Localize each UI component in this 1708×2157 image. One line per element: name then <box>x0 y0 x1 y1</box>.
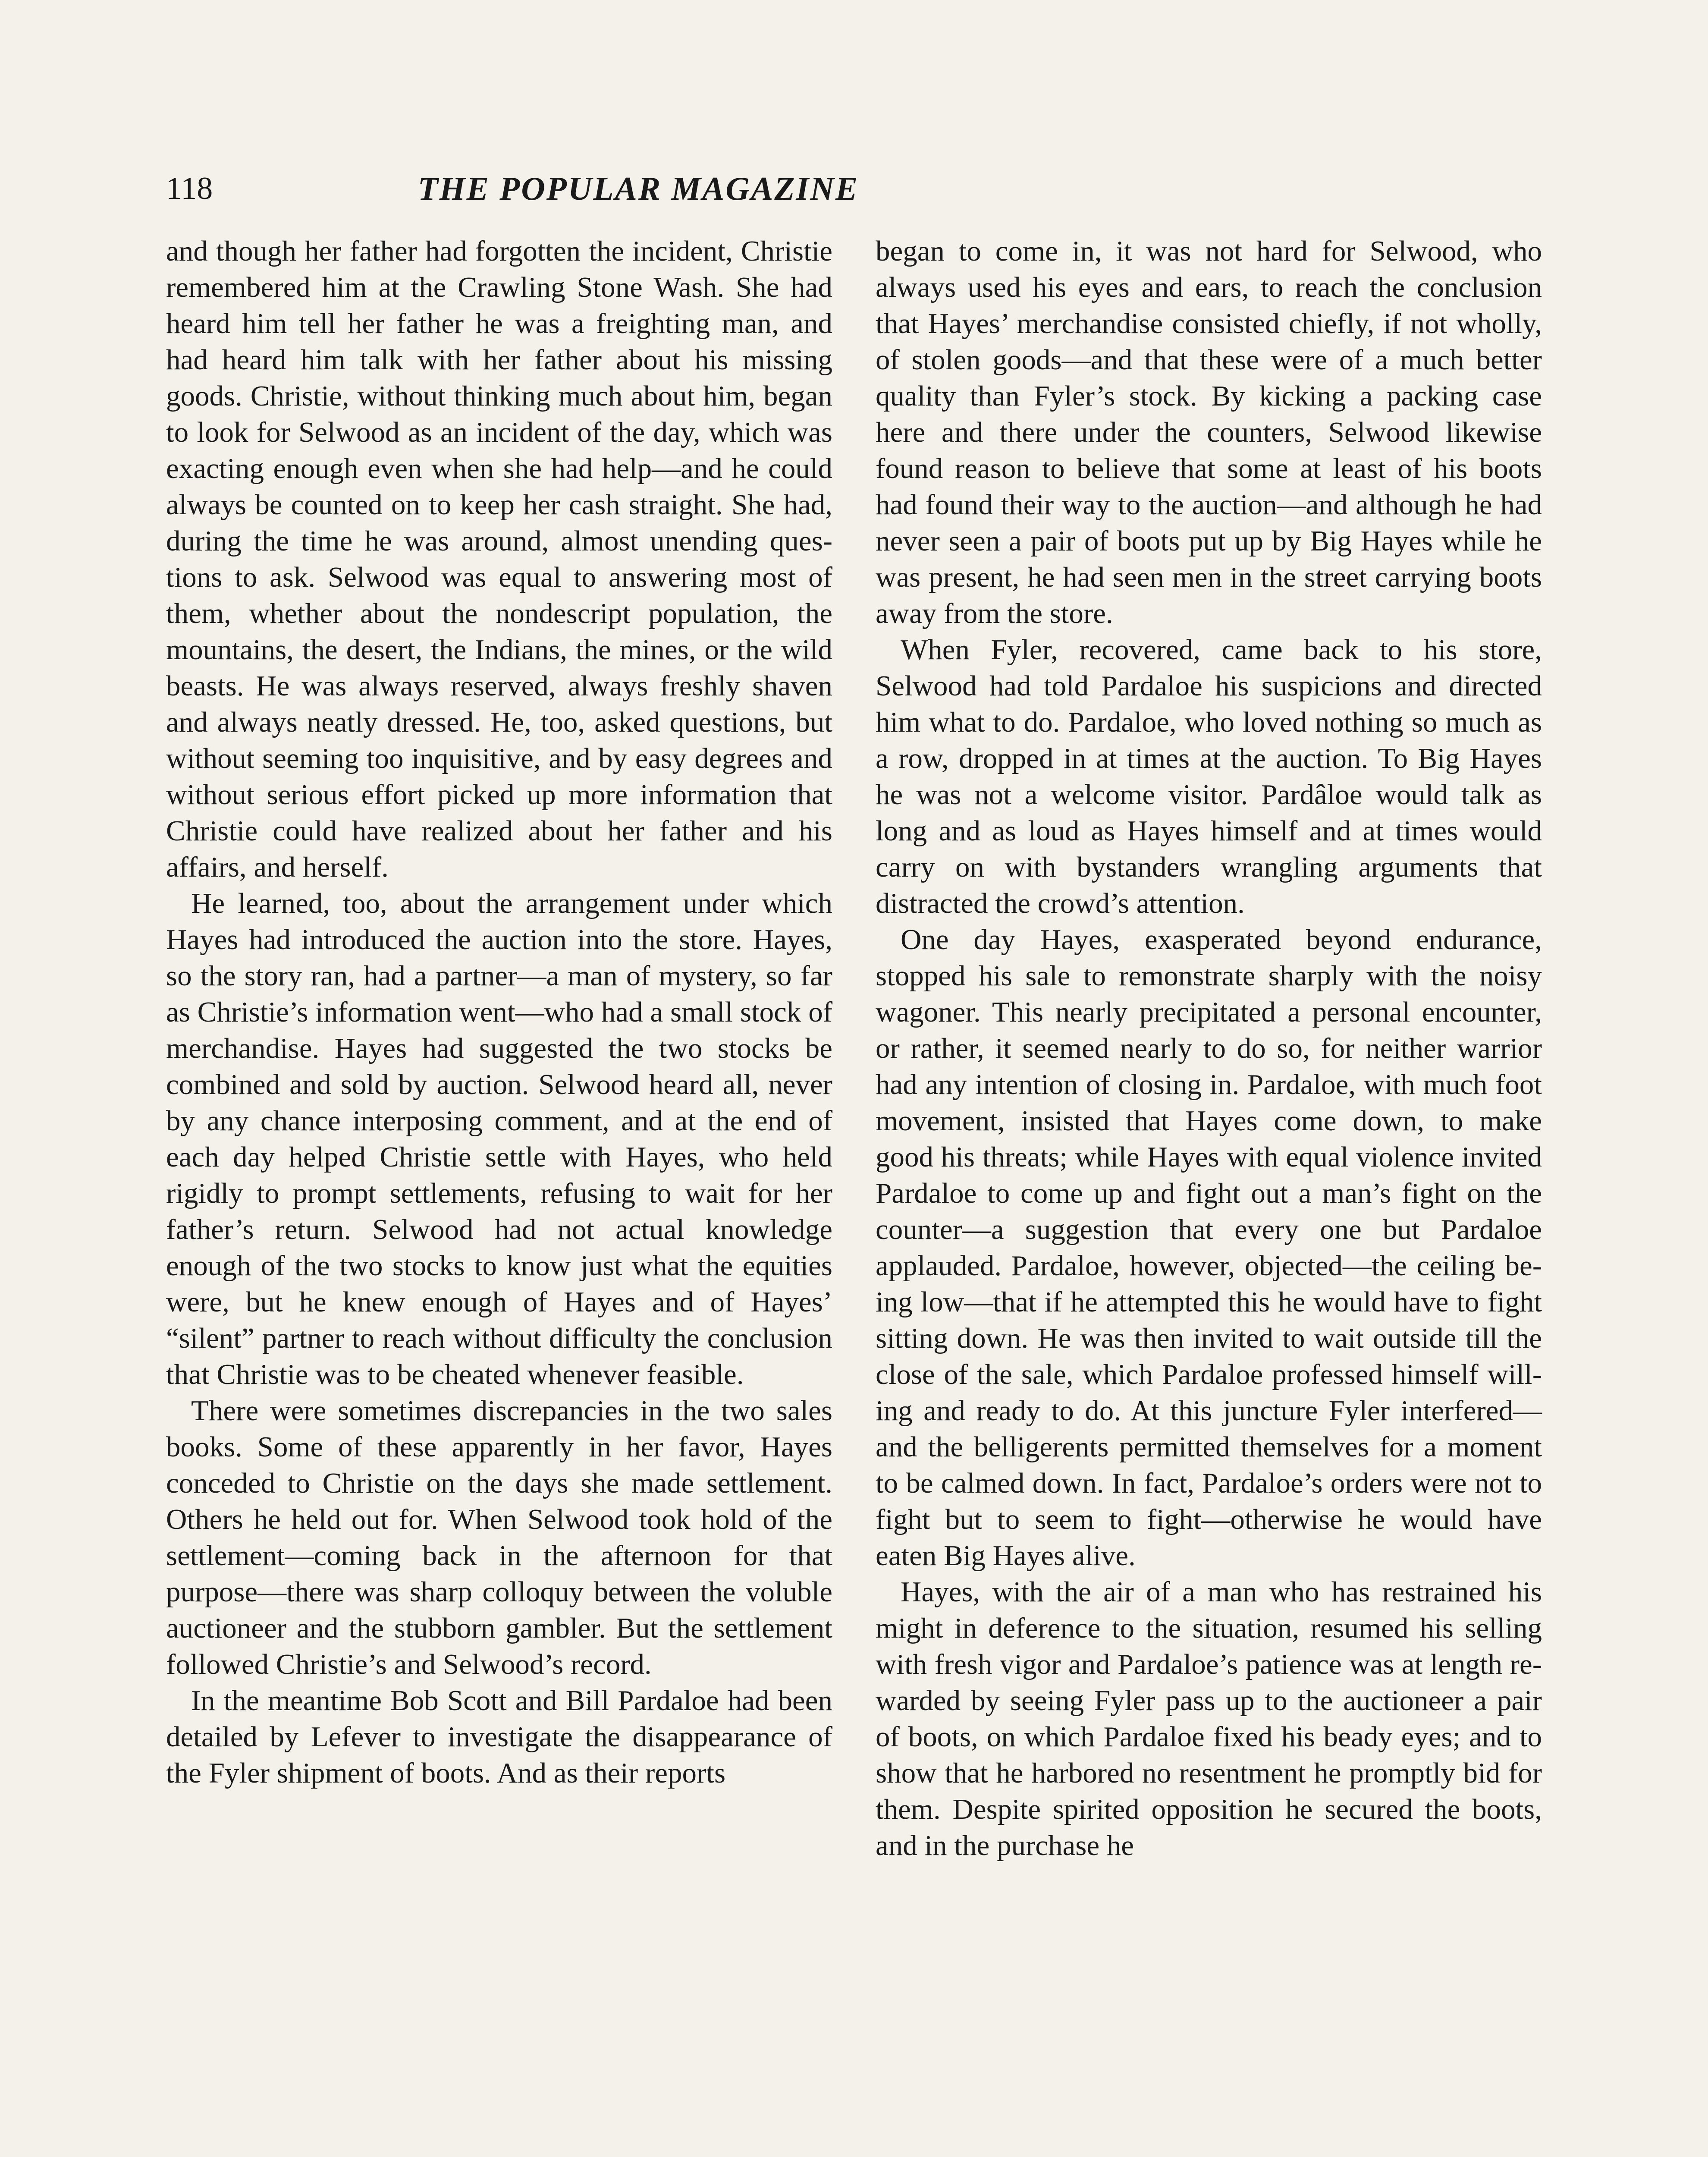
paragraph: He learned, too, about the arrangement under which Hayes had introduced the auction into the store. Hayes, so the story ran, had a partner—a man of mystery, so far as Christie’s information went—who had a small stock of merchandise. Hayes had suggested the two stocks be combined and sold by auction. Selwood heard all, never by any chance interposing comment, and at the end of each day helped Christie settle with Hayes, who held rigidly to prompt settlements, refusing to wait for her father’s return. Selwood had not actual knowledge enough of the two stocks to know just what the equities were, but he knew enough of Hayes and of Hayes’ “silent” partner to reach without difficulty the conclusion that Christie was to be cheated whenever feasible. <box>166 887 832 1390</box>
paragraph: There were sometimes discrepancies in the two sales books. Some of these apparently in her favor, Hayes conceded to Christie on the days she made settlement. Others he held out for. When Selwood took hold of the settlement—coming back in the afternoon for that purpose—there was sharp colloquy between the voluble auctioneer and the stubborn gambler. But the settlement followed Christie’s and Selwood’s record. <box>166 1395 832 1680</box>
page-number: 118 <box>166 171 213 206</box>
running-title: THE POPULAR MAGAZINE <box>418 170 859 207</box>
paragraph: In the meantime Bob Scott and Bill Pardaloe had been detailed by Lefever to investigate the disappearance of the Fyler shipment of boots. And as their reports <box>166 1685 832 1789</box>
running-header <box>166 156 1111 221</box>
left-column <box>166 233 832 1791</box>
paragraph: When Fyler, recovered, came back to his store, Selwood had told Pardaloe his suspicions and directed him what to do. Pardaloe, who loved nothing so much as a row, dropped in at times at the auction. To Big Hayes he was not a welcome visitor. Pardâloe would talk as long and as loud as Hayes himself and at times would carry on with bystanders wrangling arguments that distracted the crowd’s attention. <box>876 634 1542 919</box>
right-column <box>876 233 1542 1864</box>
paragraph: and though her father had forgotten the incident, Christie remembered him at the Crawling Stone Wash. She had heard him tell her father he was a freighting man, and had heard him talk with her father about his missing goods. Christie, without thinking much about him, began to look for Selwood as an incident of the day, which was exacting enough even when she had help—and he could always be counted on to keep her cash straight. She had, during the time he was around, almost unending questions to ask. Selwood was equal to answering most of them, whether about the nondescript population, the mountains, the desert, the Indians, the mines, or the wild beasts. He was always reserved, always freshly shaven and always neatly dressed. He, too, asked questions, but without seeming too inquisitive, and by easy degrees and without serious effort picked up more information that Christie could have realized about her father and his affairs, and herself. <box>166 235 832 883</box>
paragraph: began to come in, it was not hard for Selwood, who always used his eyes and ears, to reach the conclusion that Hayes’ merchandise consisted chiefly, if not wholly, of stolen goods—and that these were of a much better quality than Fyler’s stock. By kicking a packing case here and there under the counters, Selwood likewise found reason to believe that some at least of his boots had found their way to the auction—and although he had never seen a pair of boots put up by Big Hayes while he was present, he had seen men in the street carrying boots away from the store. <box>876 235 1542 629</box>
paragraph: Hayes, with the air of a man who has restrained his might in deference to the situation, resumed his selling with fresh vigor and Pardaloe’s patience was at length rewarded by seeing Fyler pass up to the auctioneer a pair of boots, on which Pardaloe fixed his beady eyes; and to show that he harbored no resentment he promptly bid for them. Despite spirited opposition he secured the boots, and in the purchase he <box>876 1576 1542 1861</box>
paragraph: One day Hayes, exasperated beyond endurance, stopped his sale to remonstrate sharply with the noisy wagoner. This nearly precipitated a personal encounter, or rather, it seemed nearly to do so, for neither warrior had any intention of closing in. Pardaloe, with much foot movement, insisted that Hayes come down, to make good his threats; while Hayes with equal violence invited Pardaloe to come up and fight out a man’s fight on the counter—a suggestion that every one but Pardaloe applauded. Pardaloe, however, objected—the ceiling being low—that if he attempted this he would have to fight sitting down. He was then invited to wait outside till the close of the sale, which Pardaloe professed himself willing and ready to do. At this juncture Fyler interfered—and the belligerents permitted themselves for a moment to be calmed down. In fact, Pardaloe’s orders were not to fight but to seem to fight—otherwise he would have eaten Big Hayes alive. <box>876 924 1542 1572</box>
